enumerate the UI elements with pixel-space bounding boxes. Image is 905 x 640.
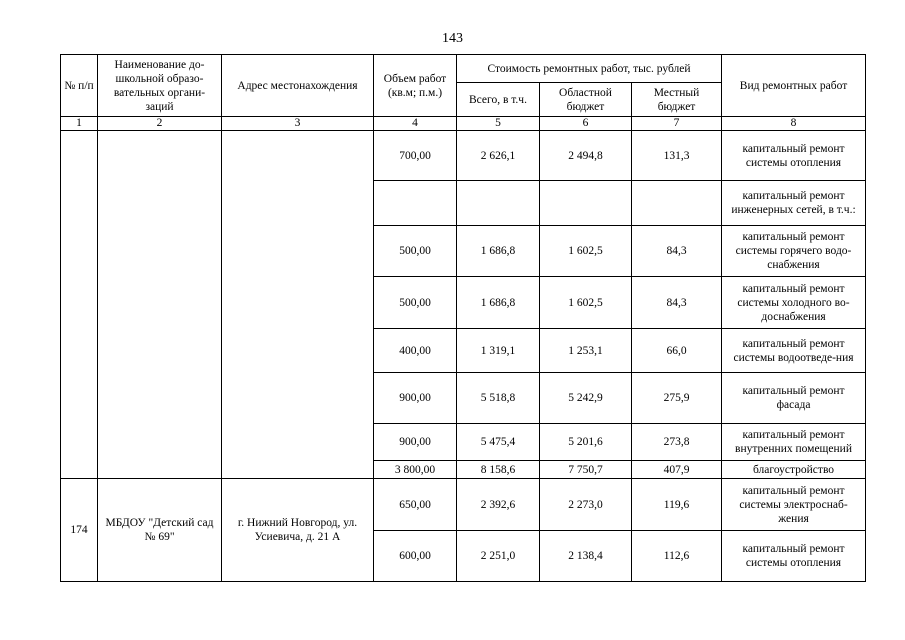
total-cell: 2 251,0 — [457, 531, 540, 582]
regional-cell — [540, 181, 632, 226]
regional-cell: 1 253,1 — [540, 329, 632, 373]
volume-cell: 3 800,00 — [374, 461, 457, 479]
column-number: 5 — [457, 117, 540, 131]
local-cell: 84,3 — [632, 226, 722, 277]
organization-name: МБДОУ "Детский сад № 69" — [98, 479, 222, 582]
total-cell: 5 518,8 — [457, 373, 540, 424]
regional-cell: 7 750,7 — [540, 461, 632, 479]
column-number: 4 — [374, 117, 457, 131]
volume-cell — [374, 181, 457, 226]
header-num: № п/п — [61, 55, 98, 117]
volume-cell: 500,00 — [374, 277, 457, 329]
volume-cell: 900,00 — [374, 373, 457, 424]
header-volume: Объем работ (кв.м; п.м.) — [374, 55, 457, 117]
regional-cell: 1 602,5 — [540, 226, 632, 277]
regional-cell: 2 138,4 — [540, 531, 632, 582]
local-cell — [632, 181, 722, 226]
local-cell: 273,8 — [632, 424, 722, 461]
column-number: 3 — [222, 117, 374, 131]
work-type-cell: капитальный ремонт внутренних помещений — [722, 424, 866, 461]
header-local: Местный бюджет — [632, 83, 722, 117]
table-row — [61, 479, 866, 531]
column-number: 1 — [61, 117, 98, 131]
total-cell: 1 319,1 — [457, 329, 540, 373]
work-type-cell: капитальный ремонт системы отопления — [722, 131, 866, 181]
header-cost-group: Стоимость ремонтных работ, тыс. рублей — [457, 55, 722, 83]
regional-cell: 2 494,8 — [540, 131, 632, 181]
work-type-cell: капитальный ремонт инженерных сетей, в т.ч.: — [722, 181, 866, 226]
regional-cell: 5 201,6 — [540, 424, 632, 461]
work-type-cell: благоустройство — [722, 461, 866, 479]
work-type-cell: капитальный ремонт фасада — [722, 373, 866, 424]
local-cell: 131,3 — [632, 131, 722, 181]
volume-cell: 650,00 — [374, 479, 457, 531]
local-cell: 275,9 — [632, 373, 722, 424]
column-numbers-row — [61, 117, 866, 131]
address-cell-empty — [222, 131, 374, 479]
volume-cell: 600,00 — [374, 531, 457, 582]
table-row — [61, 131, 866, 181]
repair-works-table — [60, 54, 866, 582]
local-cell: 84,3 — [632, 277, 722, 329]
volume-cell: 400,00 — [374, 329, 457, 373]
local-cell: 407,9 — [632, 461, 722, 479]
organization-address: г. Нижний Новгород, ул. Усиевича, д. 21 А — [222, 479, 374, 582]
total-cell — [457, 181, 540, 226]
total-cell: 1 686,8 — [457, 277, 540, 329]
num-cell-empty — [61, 131, 98, 479]
local-cell: 119,6 — [632, 479, 722, 531]
page-number: 143 — [442, 31, 463, 46]
volume-cell: 700,00 — [374, 131, 457, 181]
work-type-cell: капитальный ремонт системы холодного во-доснабжения — [722, 277, 866, 329]
work-type-cell: капитальный ремонт системы отопления — [722, 531, 866, 582]
total-cell: 8 158,6 — [457, 461, 540, 479]
header-total: Всего, в т.ч. — [457, 83, 540, 117]
total-cell: 5 475,4 — [457, 424, 540, 461]
work-type-cell: капитальный ремонт системы водоотведе-ния — [722, 329, 866, 373]
total-cell: 2 392,6 — [457, 479, 540, 531]
column-number: 7 — [632, 117, 722, 131]
header-work-type: Вид ремонтных работ — [722, 55, 866, 117]
total-cell: 1 686,8 — [457, 226, 540, 277]
header-address: Адрес местонахождения — [222, 55, 374, 117]
name-cell-empty — [98, 131, 222, 479]
regional-cell: 2 273,0 — [540, 479, 632, 531]
column-number: 2 — [98, 117, 222, 131]
regional-cell: 1 602,5 — [540, 277, 632, 329]
volume-cell: 900,00 — [374, 424, 457, 461]
column-number: 8 — [722, 117, 866, 131]
row-number-174: 174 — [61, 479, 98, 582]
local-cell: 112,6 — [632, 531, 722, 582]
total-cell: 2 626,1 — [457, 131, 540, 181]
local-cell: 66,0 — [632, 329, 722, 373]
column-number: 6 — [540, 117, 632, 131]
volume-cell: 500,00 — [374, 226, 457, 277]
header-regional: Областной бюджет — [540, 83, 632, 117]
work-type-cell: капитальный ремонт системы горячего водо-снабжения — [722, 226, 866, 277]
work-type-cell: капитальный ремонт системы электроснаб-жения — [722, 479, 866, 531]
regional-cell: 5 242,9 — [540, 373, 632, 424]
header-name: Наименование до-школьной образо-вательных органи-заций — [98, 55, 222, 117]
